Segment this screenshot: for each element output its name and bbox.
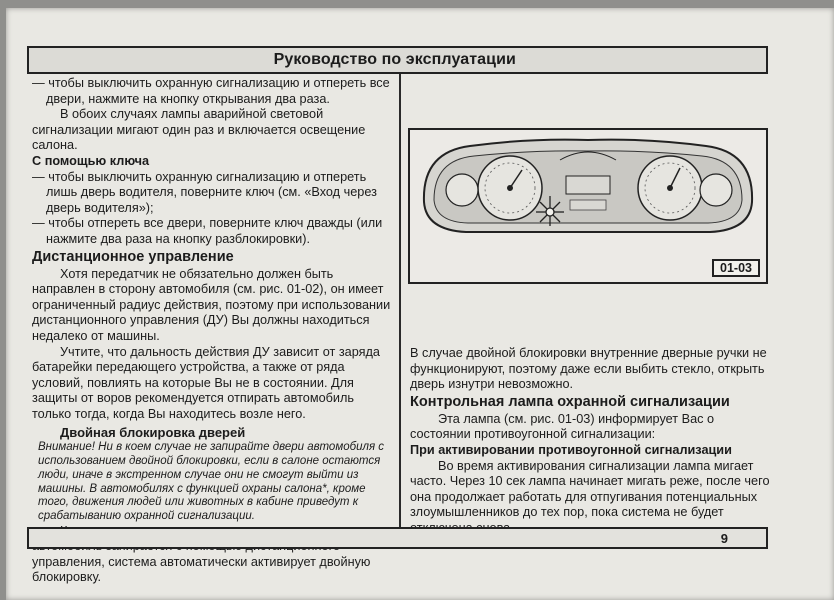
left-column: [32, 76, 394, 586]
paragraph: управления, система автоматически активирует двойную блокировку.: [32, 554, 371, 585]
subheading-double-lock: Двойная блокировка дверей: [60, 425, 246, 441]
paragraph: Во время активирования сигнализации лампа мигает часто. Через 10 сек лампа начинает мигать реже, после чего она продолжает работать для отпугивания потенциальных злоумышленников до тех пор, пока система не будет: [410, 458, 770, 520]
page-header: [27, 46, 768, 74]
figure-instrument-cluster: [408, 128, 768, 284]
paragraph: Хотя передатчик не обязательно должен быть направлен в сторону автомобиля (см. рис. 01-02), он имеет ограниченный радиус действия, поэтому при использовании дистанционного управления (ДУ) Вы должны находиться недалеко от машины.: [32, 266, 391, 343]
right-column: [410, 346, 772, 537]
page-number: 9: [720, 531, 728, 546]
figure-label: 01-03: [712, 259, 760, 277]
section-heading-alarm-lamp: Контрольная лампа охранной сигнализации: [410, 393, 730, 410]
subheading-key: С помощью ключа: [32, 153, 150, 168]
warning-note: Внимание! Ни в коем случае не запирайте двери автомобиля с использованием двойной блокировки, если в салоне остаются люди, иначе в экстренном случае они не смогут выйти из машины. В автомобилях с функцией охраны салона*, кроме того, движения людей или животных в кабине приведут к срабатыванию охранной сигнализации.: [38, 441, 385, 522]
column-divider: [399, 74, 401, 527]
paragraph: В обоих случаях лампы аварийной световой сигнализации мигают один раз и включается освещение салона.: [32, 107, 366, 153]
paragraph: В случае двойной блокировки внутренние дверные ручки не функционируют, поэтому даже если выбить стекло, открыть дверь изнутри невозможно.: [410, 346, 767, 392]
paragraph: — чтобы отпереть все двери, поверните ключ дважды (или нажмите два раза на кнопку разблокировки).: [32, 216, 383, 246]
paragraph: — чтобы выключить охранную сигнализацию и отпереть все двери, нажмите на кнопку открывания два раза.: [32, 76, 390, 106]
page-footer: [27, 527, 768, 549]
section-heading-remote: Дистанционное управление: [32, 248, 234, 265]
paragraph: Учтите, что дальность действия ДУ зависит от заряда батарейки передающего устройства, а также от ряда условий, повлиять на которые Вы не в состоянии. Для защиты от воров рекомендуется отпирать автомобиль только тогда, когда Вы находитесь возле него.: [32, 344, 380, 421]
subheading-activation: При активировании противоугонной сигнализации: [410, 442, 732, 457]
paragraph: — чтобы выключить охранную сигнализацию и отпереть лишь дверь водителя, поверните ключ (см. «Вход через дверь водителя»);: [32, 169, 377, 215]
paragraph: Эта лампа (см. рис. 01-03) информирует Вас о состоянии противоугонной сигнализации:: [410, 411, 715, 442]
page-title: Руководство по эксплуатации: [273, 51, 516, 68]
